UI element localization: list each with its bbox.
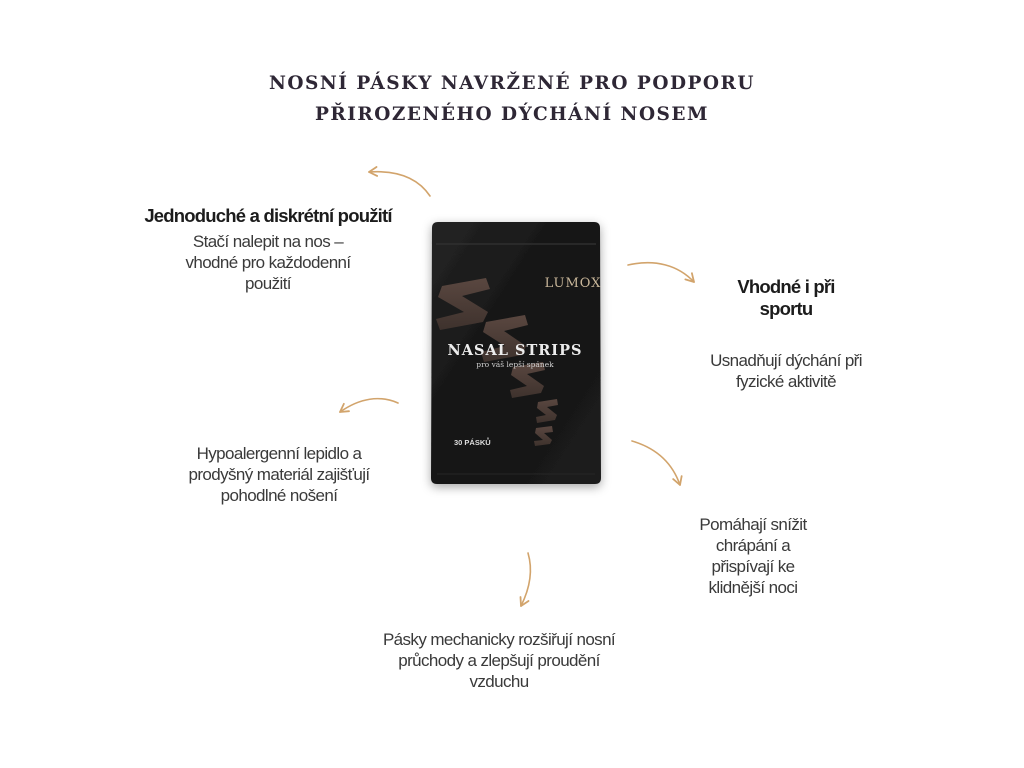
benefit-heading: Jednoduché a diskrétní použití [144,205,392,226]
benefit-easy-use [140,205,396,294]
product-subtitle: pro váš lepší spánek [476,360,554,369]
benefit-text: Stačí nalepit na nos – vhodné pro každodenní použití [185,232,351,293]
benefit-text: Pásky mechanicky rozšiřují nosní průchody a zlepšují proudění vzduchu [382,630,616,691]
benefit-sport [686,276,886,392]
title-line-2: PŘIROZENÉHO DÝCHÁNÍ NOSEM [314,104,710,125]
benefit-airflow [368,629,630,692]
product-count: 30 PÁSKŮ [454,438,491,447]
benefit-text: Pomáhají snížit chrápání a přispívají ke klidnější noci [699,515,807,597]
benefit-snoring [668,514,838,598]
benefit-text: Hypoalergenní lepidlo a prodyšný materiál zajišťují pohodlné nošení [188,444,370,505]
benefit-text: Usnadňují dýchání při fyzické aktivitě [710,351,862,391]
title-line-1: NOSNÍ PÁSKY NAVRŽENÉ PRO PODPORU [268,73,756,94]
brand-logo: LUMOX [544,276,602,291]
benefit-heading: Vhodné i při sportu [737,276,835,319]
benefit-hypoallergenic [175,443,383,506]
product-name: NASAL STRIPS [447,342,583,359]
